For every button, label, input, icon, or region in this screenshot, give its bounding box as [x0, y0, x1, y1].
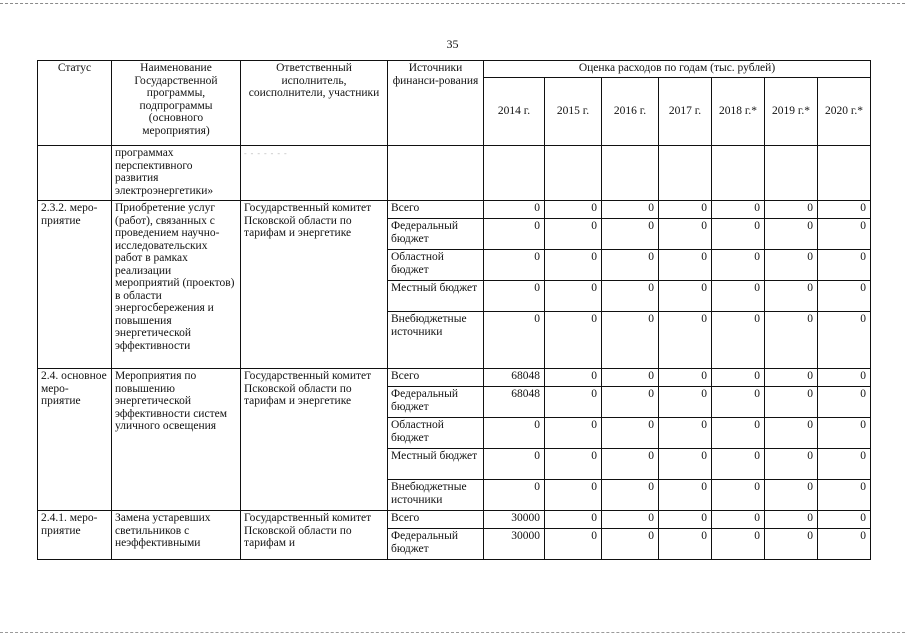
header-year: 2015 г. [545, 78, 602, 146]
executor-cell: Государственный комитет Псковской области по тарифам и энергетике [241, 369, 388, 511]
value-cell: 0 [659, 418, 712, 449]
expense-table [37, 60, 871, 560]
status-cell: 2.3.2. меро-приятие [38, 201, 112, 369]
value-cell: 30000 [484, 529, 545, 560]
value-cell: 0 [484, 312, 545, 369]
value-cell: 0 [765, 369, 818, 387]
faint-residue-text: - - - - - - - [244, 149, 288, 158]
value-cell: 0 [659, 449, 712, 480]
value-cell: 0 [818, 219, 871, 250]
value-cell: 0 [765, 480, 818, 511]
value-cell: 0 [545, 281, 602, 312]
value-cell: 0 [602, 281, 659, 312]
value-cell: 30000 [484, 511, 545, 529]
value-cell: 0 [484, 281, 545, 312]
value-cell: 0 [659, 480, 712, 511]
funding-row [38, 511, 871, 529]
value-cell [659, 146, 712, 201]
value-cell: 0 [545, 312, 602, 369]
value-cell: 0 [765, 201, 818, 219]
header-year: 2017 г. [659, 78, 712, 146]
scan-edge-bottom [0, 632, 905, 633]
value-cell: 0 [712, 511, 765, 529]
funding-source-cell: Федеральный бюджет [388, 529, 484, 560]
value-cell: 0 [484, 449, 545, 480]
status-cell [38, 146, 112, 201]
value-cell: 0 [545, 201, 602, 219]
value-cell: 0 [765, 250, 818, 281]
value-cell: 0 [712, 312, 765, 369]
value-cell: 0 [659, 511, 712, 529]
value-cell [712, 146, 765, 201]
value-cell: 0 [545, 369, 602, 387]
funding-source-cell: Областной бюджет [388, 250, 484, 281]
value-cell: 0 [659, 312, 712, 369]
value-cell: 0 [659, 281, 712, 312]
value-cell: 0 [659, 387, 712, 418]
value-cell: 0 [659, 201, 712, 219]
continuation-row [38, 146, 871, 201]
executor-cell [241, 146, 388, 201]
program-name-cell: Приобретение услуг (работ), связанных с проведением научно-исследовательских работ в рамках реализации мероприятий (проектов) в области энергосбережения и повышения энергетической эффективности [112, 201, 241, 369]
status-cell: 2.4.1. меро-приятие [38, 511, 112, 560]
value-cell: 0 [712, 250, 765, 281]
value-cell: 0 [765, 312, 818, 369]
header-year: 2018 г.* [712, 78, 765, 146]
value-cell: 0 [602, 369, 659, 387]
value-cell: 0 [545, 219, 602, 250]
funding-source-cell [388, 146, 484, 201]
value-cell: 0 [712, 480, 765, 511]
value-cell: 0 [602, 449, 659, 480]
scan-edge-top [0, 3, 905, 4]
funding-source-cell: Местный бюджет [388, 281, 484, 312]
header-executor: Ответственный исполнитель, соисполнители, участники [241, 61, 388, 146]
value-cell: 0 [602, 250, 659, 281]
value-cell: 0 [484, 250, 545, 281]
value-cell: 0 [545, 387, 602, 418]
value-cell: 0 [602, 387, 659, 418]
program-name-cell: Замена устаревших светильников с неэффективными [112, 511, 241, 560]
header-year: 2020 г.* [818, 78, 871, 146]
program-name-cell: программах перспективного развития электроэнергетики» [112, 146, 241, 201]
value-cell: 0 [712, 449, 765, 480]
value-cell: 0 [545, 250, 602, 281]
value-cell: 0 [818, 250, 871, 281]
value-cell: 0 [818, 369, 871, 387]
value-cell: 0 [712, 201, 765, 219]
value-cell: 0 [818, 418, 871, 449]
value-cell: 0 [818, 529, 871, 560]
value-cell: 0 [818, 387, 871, 418]
executor-cell: Государственный комитет Псковской области по тарифам и энергетике [241, 201, 388, 369]
value-cell: 68048 [484, 387, 545, 418]
program-name-cell: Мероприятия по повышению энергетической эффективности систем уличного освещения [112, 369, 241, 511]
value-cell: 0 [712, 281, 765, 312]
funding-source-cell: Всего [388, 369, 484, 387]
value-cell: 0 [712, 418, 765, 449]
value-cell: 0 [765, 281, 818, 312]
value-cell: 0 [545, 480, 602, 511]
funding-source-cell: Внебюджетные источники [388, 312, 484, 369]
funding-source-cell: Всего [388, 511, 484, 529]
value-cell: 0 [659, 219, 712, 250]
value-cell: 0 [545, 449, 602, 480]
funding-source-cell: Всего [388, 201, 484, 219]
header-program-name: Наименование Государственной программы, подпрограммы (основного мероприятия) [112, 61, 241, 146]
value-cell: 0 [818, 312, 871, 369]
header-expense-estimate: Оценка расходов по годам (тыс. рублей) [484, 61, 871, 78]
value-cell: 0 [765, 449, 818, 480]
value-cell: 0 [765, 418, 818, 449]
funding-source-cell: Внебюджетные источники [388, 480, 484, 511]
header-year: 2019 г.* [765, 78, 818, 146]
value-cell: 0 [765, 511, 818, 529]
value-cell: 0 [602, 312, 659, 369]
value-cell: 0 [712, 529, 765, 560]
value-cell: 0 [818, 480, 871, 511]
value-cell [545, 146, 602, 201]
value-cell [818, 146, 871, 201]
funding-source-cell: Местный бюджет [388, 449, 484, 480]
value-cell: 0 [765, 387, 818, 418]
funding-source-cell: Областной бюджет [388, 418, 484, 449]
value-cell: 0 [545, 511, 602, 529]
value-cell: 0 [602, 480, 659, 511]
value-cell: 0 [602, 201, 659, 219]
funding-row [38, 369, 871, 387]
value-cell: 0 [545, 529, 602, 560]
value-cell: 0 [659, 529, 712, 560]
value-cell: 0 [818, 449, 871, 480]
value-cell [484, 146, 545, 201]
value-cell [602, 146, 659, 201]
value-cell: 0 [659, 250, 712, 281]
value-cell: 0 [602, 511, 659, 529]
value-cell: 0 [765, 529, 818, 560]
value-cell: 0 [602, 418, 659, 449]
value-cell: 0 [484, 418, 545, 449]
value-cell: 0 [765, 219, 818, 250]
value-cell [765, 146, 818, 201]
status-cell: 2.4. основное меро-приятие [38, 369, 112, 511]
value-cell: 0 [818, 281, 871, 312]
value-cell: 0 [712, 387, 765, 418]
value-cell: 0 [712, 219, 765, 250]
value-cell: 68048 [484, 369, 545, 387]
header-status: Статус [38, 61, 112, 146]
value-cell: 0 [818, 201, 871, 219]
value-cell: 0 [602, 529, 659, 560]
executor-cell: Государственный комитет Псковской области по тарифам и [241, 511, 388, 560]
funding-source-cell: Федеральный бюджет [388, 387, 484, 418]
funding-source-cell: Федеральный бюджет [388, 219, 484, 250]
header-year: 2014 г. [484, 78, 545, 146]
value-cell: 0 [484, 219, 545, 250]
value-cell: 0 [818, 511, 871, 529]
value-cell: 0 [484, 201, 545, 219]
header-year: 2016 г. [602, 78, 659, 146]
value-cell: 0 [602, 219, 659, 250]
page-number: 35 [446, 37, 459, 51]
value-cell: 0 [545, 418, 602, 449]
value-cell: 0 [484, 480, 545, 511]
value-cell: 0 [659, 369, 712, 387]
funding-row [38, 201, 871, 219]
value-cell: 0 [712, 369, 765, 387]
header-funding-sources: Источники финанси-рования [388, 61, 484, 146]
